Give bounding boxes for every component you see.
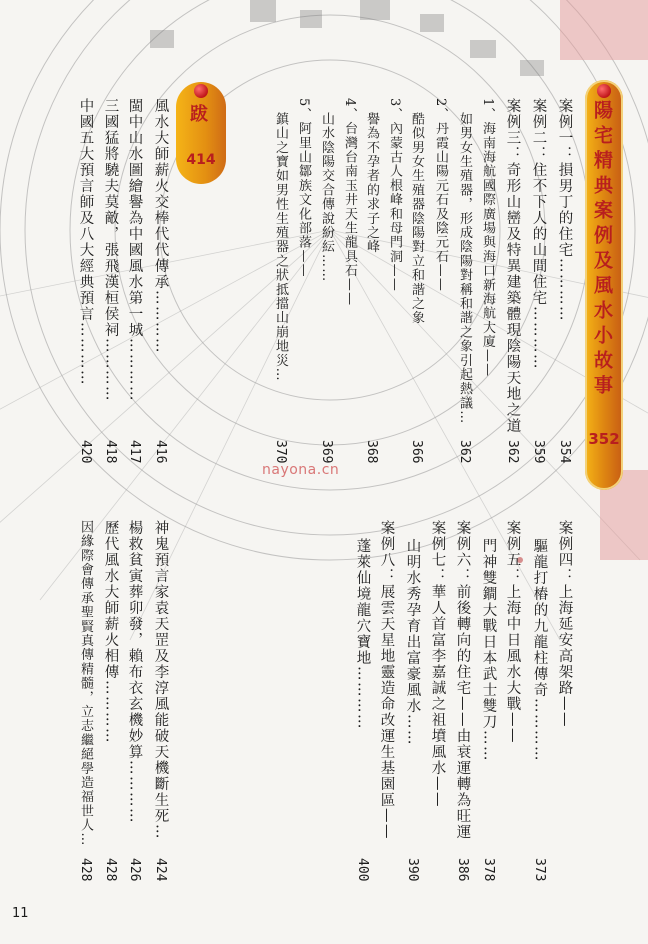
toc-subentry: 1、海南海航國際廣場與海口新海航大廈—— [480,98,495,378]
toc-entry: 三國猛將驍夫莫敵，張飛漢桓侯祠………… [102,98,119,402]
toc-page: 420 [78,440,93,464]
toc-subentry: 鎮山之寶如男性生殖器之狀抵擋山崩地災… [273,112,288,382]
toc-subentry: 3、內蒙古人根峰和母門洞—— [387,98,402,293]
toc-page: 428 [78,858,93,882]
toc-entry: 閩中山水圖繪譽為中國風水第一城………… [126,98,143,402]
toc-entry: 神鬼預言家袁天罡及李淳風能破天機斷生死… [152,520,169,840]
toc-page: 370 [273,440,288,464]
toc-entry: 案例二：住不下人的山間住宅………… [530,98,547,370]
toc-page: 368 [364,440,379,464]
toc-page: 426 [127,858,142,882]
toc-subentry: 如男女生殖器，形成陰陽對稱和諧之象引起熱議… [457,112,472,425]
toc-page: 359 [531,440,546,464]
toc-entry: 門神雙鐧大戰日本武士雙刀…… [480,538,497,762]
toc-entry: 案例七：華人首富李嘉誠之祖墳風水—— [429,520,446,808]
section-title: 陽宅精典案例及風水小故事 [591,100,613,400]
section-title-page: 352 [588,430,620,448]
toc-page: 400 [355,858,370,882]
toc-page: 390 [405,858,420,882]
toc-entry: 風水大師薪火交棒代代傳承………… [152,98,169,354]
toc-entry: 案例四：上海延安高架路—— [556,520,573,728]
toc-page: 424 [153,858,168,882]
toc-page: 428 [103,858,118,882]
toc-page: 416 [153,440,168,464]
toc-entry: 驅龍打樁的九龍柱傳奇………… [531,538,548,762]
toc-subentry: 山水陰陽交合傳說紛紜…… [319,112,334,283]
toc-entry: 楊救貧寅葬卯發，賴布衣玄機妙算………… [126,520,143,824]
toc-page: 369 [319,440,334,464]
postscript-title: 跋 [187,104,208,122]
toc-entry: 案例五：上海中日風水大戰—— [504,520,521,744]
toc-subentry: 4、台灣台南玉井天生龍具石—— [342,98,357,307]
toc-entry: 案例六：前後轉向的住宅——由衰運轉為旺運 [454,520,471,840]
toc-page: 362 [457,440,472,464]
toc-page: 362 [505,440,520,464]
toc-page: 418 [103,440,118,464]
postscript-page: 414 [186,152,216,168]
toc-page: 386 [455,858,470,882]
toc-entry: 因緣際會傳承聖賢真傳精髓，立志繼絕學造福世人… [78,520,93,847]
toc-page: 378 [481,858,496,882]
toc-entry: 案例一：損男丁的住宅………… [556,98,573,322]
postscript-dot-icon [194,84,208,98]
toc-subentry: 2、丹霞山陽元石及陰元石—— [433,98,448,293]
toc-entry: 歷代風水大師薪火相傳………… [102,520,119,744]
toc-entry: 案例八：展雲天星地靈造命改運生基園區—— [378,520,395,840]
toc-page: 354 [557,440,572,464]
toc-entry: 蓬萊仙境龍穴寶地………… [354,538,371,730]
banner-dot-icon [597,84,611,98]
toc-page: 373 [532,858,547,882]
toc-subentry: 5、阿里山鄒族文化部落—— [296,98,311,278]
watermark-text: nayona.cn [262,462,340,478]
toc-subentry: 譽為不孕者的求子之峰 [364,112,379,254]
footer-page-number: 11 [12,906,29,921]
toc-subentry: 酷似男女生殖器陰陽對立和諧之象 [409,112,424,325]
toc-entry: 中國五大預言師及八大經典預言………… [77,98,94,386]
toc-page: 417 [127,440,142,464]
toc-entry: 案例三：奇形山巒及特異建築體現陰陽天地之道 [504,98,521,434]
toc-entry: 山明水秀孕育出富豪風水…… [404,538,421,746]
toc-page: 366 [409,440,424,464]
